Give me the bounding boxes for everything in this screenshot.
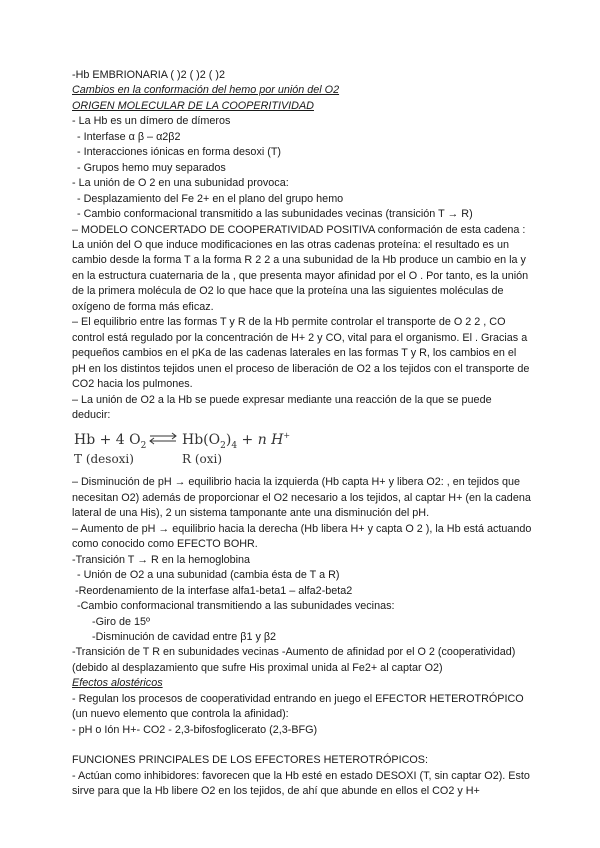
- document-body: [72, 68, 532, 799]
- list-item: - Cambio conformacional transmitido a las subunidades vecinas (transición T → R): [77, 208, 473, 221]
- list-item: -Cambio conformacional transmitiendo a las subunidades vecinas:: [77, 600, 395, 613]
- equation-label-t: T (desoxi): [74, 452, 134, 467]
- subheading-efectos-alostericos: Efectos alostéricos: [72, 677, 163, 690]
- list-item: - Interfase α β – α2β2: [77, 130, 181, 143]
- heading-funciones-principales: FUNCIONES PRINCIPALES DE LOS EFECTORES HETEROTRÓPICOS:: [72, 754, 428, 767]
- list-item: - Desplazamiento del Fe 2+ en el plano del grupo hemo: [77, 192, 344, 205]
- equation-right: $Hb(O_2)_4 + n$ H+: [182, 431, 291, 452]
- paragraph-transicion-vecinas: -Transición de T R en subunidades vecinas -Aumento de afinidad por el O 2 (cooperatividad) (debido al desplazamiento que sufre His proximal unida al Fe2+ al captar O2): [72, 646, 516, 674]
- paragraph-inhibidores: - Actúan como inhibidores: favorecen que la Hb esté en estado DESOXI (T, sin captar O2). Esto sirve para que la Hb libere O2 en los tejidos, de ahí que abunde en ellos el CO2 y H+: [72, 769, 530, 798]
- list-item: - Interacciones iónicas en forma desoxi (T): [77, 146, 282, 159]
- equilibrium-arrow-icon: [150, 433, 176, 444]
- list-item: -Reordenamiento de la interfase alfa1-beta1 – alfa2-beta2: [75, 584, 353, 597]
- paragraph-equilibrio-t-r: – El equilibrio entre las formas T y R de la Hb permite controlar el transporte de O 2 2 , CO control está regulado por la concentración de H+ 2 y CO, vital para el organismo. El . Gracias a pequeños cambios en el pKa de las cadenas laterales en las formas T y R, los cambios en el pH en los distintos tejidos unen el proceso de liberación de O2 a los tejidos con el transporte de CO2 hacia los pulmones.: [72, 316, 530, 391]
- paragraph-aumento-ph: – Aumento de pH → equilibrio hacia la derecha (Hb libera H+ y capta O 2 ), la Hb está actuando como conocido como EFECTO BOHR.: [72, 522, 532, 551]
- equation-svg: [72, 427, 332, 475]
- list-item: - Unión de O2 a una subunidad (cambia ésta de T a R): [77, 569, 340, 582]
- paragraph-efector-heterotropico: - Regulan los procesos de cooperatividad entrando en juego el EFECTOR HETEROTRÓPICO (un nuevo elemento que controla la afinidad):: [72, 692, 524, 721]
- list-item: - La Hb es un dímero de dímeros: [72, 115, 231, 128]
- equation-label-r: R (oxi): [182, 452, 223, 467]
- list-item: -Transición T → R en la hemoglobina: [72, 553, 251, 566]
- heading-hb-embrionaria: -Hb EMBRIONARIA ( )2 ( )2 ( )2: [72, 69, 225, 81]
- subheading-cambios-hemo: Cambios en la conformación del hemo por unión del O2: [72, 84, 340, 97]
- list-item: -Disminución de cavidad entre β1 y β2: [92, 630, 277, 643]
- list-item: - Grupos hemo muy separados: [77, 161, 226, 174]
- list-item: - pH o Ión H+- CO2 - 2,3-bifosfoglicerato (2,3-BFG): [72, 723, 318, 736]
- list-item: - La unión de O 2 en una subunidad provoca:: [72, 177, 289, 190]
- paragraph-modelo-concertado: – MODELO CONCERTADO DE COOPERATIVIDAD POSITIVA conformación de esta cadena : La unión del O que induce modificaciones en las otras cadenas proteína: el resultado es un cambio desde la forma T a la forma R 2 2 a una subunidad de la Hb produce un cambio en la y en la estructura cuaternaria de la , que presenta mayor afinidad por el O . Por tanto, es la unión de la primera molécula de O2 lo que hace que la proteína una las siguientes moléculas de oxígeno de forma más eficaz.: [72, 223, 529, 313]
- equation-left: Hb + 4 $O_2$: [74, 432, 147, 452]
- paragraph-union-o2: – La unión de O2 a la Hb se puede expresar mediante una reacción de la que se puede deducir:: [72, 393, 492, 421]
- spacer: [72, 738, 532, 753]
- equation-image: [72, 423, 532, 475]
- paragraph-disminucion-ph: – Disminución de pH → equilibrio hacia la izquierda (Hb capta H+ y libera O2: , en tejidos que necesitan O2) además de proporcionar el O2 necesario a los tejidos, al captar H+ (en la cadena lateral de una His), 2 un sistema tamponante ante una disminución del pH.: [72, 476, 531, 520]
- list-item: -Giro de 15º: [92, 615, 150, 628]
- subheading-origen-molecular: ORIGEN MOLECULAR DE LA COOPERITIVIDAD: [72, 99, 314, 112]
